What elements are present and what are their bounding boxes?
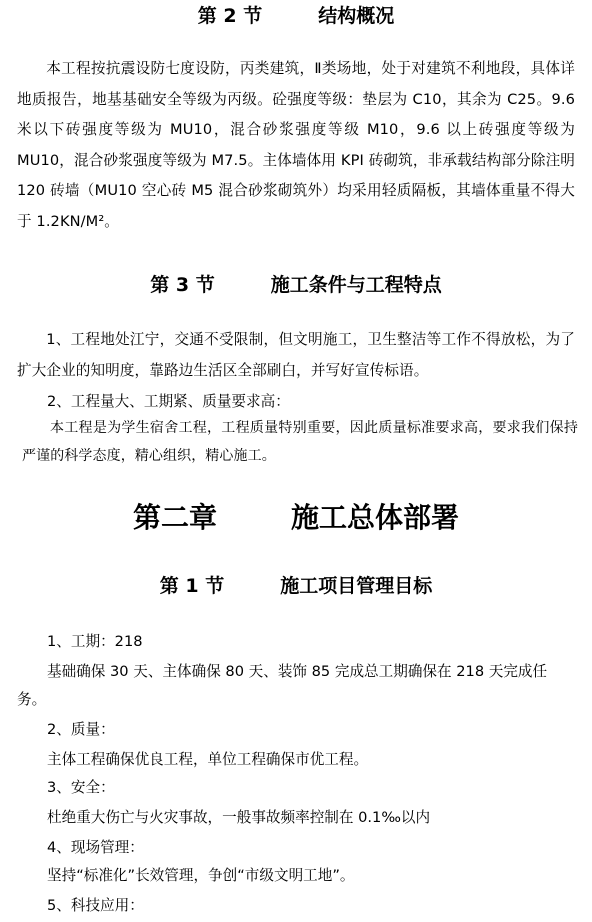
list-item: 2、质量： — [47, 721, 115, 738]
section-title: 施工项目管理目标 — [280, 575, 433, 597]
list-item-body: 主体工程确保优良工程，单位工程确保市优工程。 — [47, 751, 369, 768]
chapter-number: 第二章 — [132, 501, 217, 534]
section-title: 施工条件与工程特点 — [270, 274, 442, 296]
list-item: 1、工期：218 — [47, 633, 143, 650]
list-item: 3、安全： — [47, 779, 115, 796]
list-item-body: 杜绝重大伤亡与火灾事故，一般事故频率控制在 0.1‰以内 — [47, 809, 431, 826]
section-heading — [0, 273, 592, 297]
list-item-body: 坚持“标准化”长效管理，争创“市级文明工地”。 — [47, 867, 355, 884]
section-heading — [0, 4, 592, 28]
list-item-body: 基础确保 30 天、主体确保 80 天、装饰 85 完成总工期确保在 218 天完成任 — [47, 663, 548, 680]
chapter-title: 施工总体部署 — [291, 501, 460, 534]
paragraph: 本工程按抗震设防七度设防，丙类建筑，Ⅱ类场地，处于对建筑不利地段，具体详地质报告，地基基础安全等级为丙级。砼强度等级：垫层为 C10，其余为 C25。9.6 米以下砖强度等级为 MU10，混合砂浆强度等级 M10，9.6 以上砖强度等级为 MU10，混合砂浆强度等级为 M7.5。主体墙体用 KPI 砖砌筑，非承载结构部分除注明 120 砖墙（MU10 空心砖 M5 混合砂浆砌筑外）均采用轻质隔板，其墙体重量不得大于 1.2KN/M²。 — [17, 60, 575, 230]
list-item-body: 务。 — [17, 691, 47, 708]
section-number: 第 3 节 — [150, 274, 215, 296]
chapter-heading — [0, 500, 592, 536]
section-title: 结构概况 — [318, 5, 395, 27]
section-number: 第 2 节 — [197, 5, 263, 27]
list-item: 4、现场管理： — [47, 839, 144, 856]
section-heading — [0, 574, 592, 598]
list-item: 5、科技应用： — [47, 897, 144, 914]
section-number: 第 1 节 — [159, 575, 225, 597]
list-item: 2、工程量大、工期紧、质量要求高： — [47, 393, 290, 410]
paragraph: 本工程是为学生宿舍工程，工程质量特别重要，因此质量标准要求高，要求我们保持严谨的科学态度，精心组织，精心施工。 — [22, 420, 578, 464]
list-item: 1、工程地处江宁，交通不受限制，但文明施工，卫生整洁等工作不得放松，为了扩大企业的知明度，靠路边生活区全部刷白，并写好宣传标语。 — [17, 331, 575, 379]
